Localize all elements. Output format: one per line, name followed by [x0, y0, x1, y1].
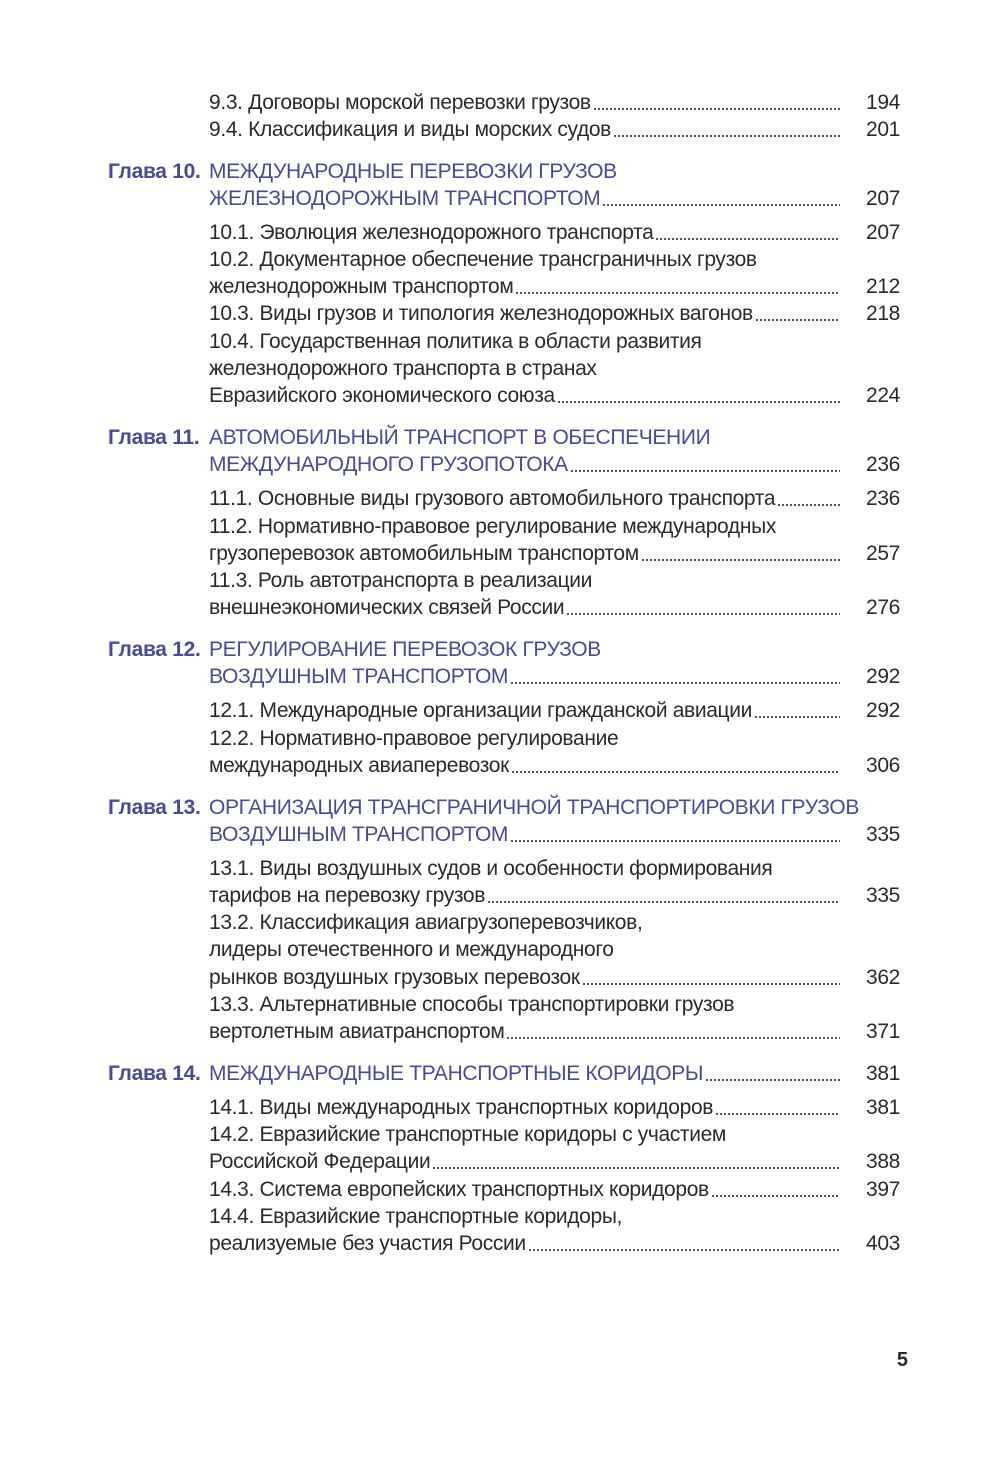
chapter-title-text: АВТОМОБИЛЬНЫЙ ТРАНСПОРТ В ОБЕСПЕЧЕНИИ [209, 426, 711, 449]
toc-entry-title: 9.3. Договоры морской перевозки грузов [209, 91, 591, 114]
toc-entry-title: Евразийского экономического союза [209, 384, 555, 407]
dot-leader [506, 1037, 840, 1039]
toc-entry-title: 10.1. Эволюция железнодорожного транспорта [209, 221, 654, 244]
dot-leader [715, 1113, 840, 1115]
toc-entry-title: 14.1. Виды международных транспортных коридоров [209, 1096, 714, 1119]
toc-entry [209, 909, 900, 936]
toc-entry [209, 594, 900, 621]
toc-entry-title: международных авиаперевозок [209, 754, 509, 777]
toc-entry-title: 9.4. Классификация и виды морских судов [209, 118, 611, 141]
toc-page-number: 207 [866, 187, 900, 210]
toc-entry-title: реализуемые без участия России [209, 1232, 526, 1255]
toc-page-number: 194 [866, 91, 900, 114]
toc-page-number: 306 [866, 754, 900, 777]
toc-entry [209, 936, 900, 963]
dot-leader [515, 292, 840, 294]
toc-entry-title: железнодорожным транспортом [209, 275, 514, 298]
dot-leader [711, 1195, 840, 1197]
dot-leader [613, 135, 840, 137]
toc-entry-title: 12.2. Нормативно-правовое регулирование [209, 727, 619, 750]
dot-leader [557, 401, 840, 403]
toc-entry [209, 855, 900, 882]
dot-leader [487, 901, 840, 903]
toc-entry [209, 89, 900, 116]
dot-leader [511, 771, 840, 773]
chapter-title-text: РЕГУЛИРОВАНИЕ ПЕРЕВОЗОК ГРУЗОВ [209, 638, 601, 661]
toc-entry [209, 273, 900, 300]
toc-page-number: 381 [866, 1096, 900, 1119]
toc-entry [209, 882, 900, 909]
toc-page-number: 201 [866, 118, 900, 141]
toc-entry-title: 13.3. Альтернативные способы транспортировки грузов [209, 993, 735, 1016]
dot-leader [641, 559, 840, 561]
toc-entry-title: 10.3. Виды грузов и типология железнодорожных вагонов [209, 302, 753, 325]
toc-page-number: 371 [866, 1020, 900, 1043]
chapter-title-text: МЕЖДУНАРОДНЫЕ ТРАНСПОРТНЫЕ КОРИДОРЫ [209, 1062, 704, 1085]
toc-entry-title: 14.3. Система европейских транспортных коридоров [209, 1178, 709, 1201]
toc-entry [209, 513, 900, 540]
toc-entry-title: 11.3. Роль автотранспорта в реализации [209, 569, 593, 592]
chapter-label: Глава 14. [108, 1062, 201, 1085]
toc-entry-title: 13.1. Виды воздушных судов и особенности формирования [209, 857, 773, 880]
chapter-title-text: ЖЕЛЕЗНОДОРОЖНЫМ ТРАНСПОРТОМ [209, 187, 601, 210]
toc-entry-title: 10.2. Документарное обеспечение трансграничных грузов [209, 248, 757, 271]
toc-entry [209, 246, 900, 273]
chapter-label: Глава 10. [108, 160, 201, 183]
toc-entry-title: Российской Федерации [209, 1150, 431, 1173]
toc-entry-title: вертолетным авиатранспортом [209, 1020, 505, 1043]
toc-entry-title: 14.4. Евразийские транспортные коридоры, [209, 1205, 623, 1228]
toc-entry [209, 1018, 900, 1045]
chapter-title-continuation [209, 185, 900, 212]
page-number: 5 [896, 1349, 908, 1371]
chapter-label: Глава 11. [108, 426, 200, 449]
toc-page-number: 292 [866, 665, 900, 688]
chapter-title-text: ВОЗДУШНЫМ ТРАНСПОРТОМ [209, 823, 509, 846]
toc-entry [209, 355, 900, 382]
dot-leader [705, 1079, 840, 1081]
toc-entry [209, 964, 900, 991]
chapter-title-text: МЕЖДУНАРОДНЫЕ ПЕРЕВОЗКИ ГРУЗОВ [209, 160, 617, 183]
toc-page-number: 257 [866, 542, 900, 565]
toc-page-number: 397 [866, 1178, 900, 1201]
dot-leader [528, 1249, 840, 1251]
chapter-title-text: ВОЗДУШНЫМ ТРАНСПОРТОМ [209, 665, 509, 688]
toc-page-number: 335 [866, 884, 900, 907]
toc-entry [209, 725, 900, 752]
chapter-label: Глава 13. [108, 796, 201, 819]
dot-leader [570, 470, 840, 472]
dot-leader [777, 504, 840, 506]
toc-page-number: 276 [866, 596, 900, 619]
dot-leader [582, 983, 840, 985]
toc-entry [209, 300, 900, 327]
toc-entry [209, 485, 900, 512]
toc-entry-title: внешнеэкономических связей России [209, 596, 565, 619]
dot-leader [754, 716, 840, 718]
toc-entry-title: лидеры отечественного и международного [209, 938, 614, 961]
toc-page-number: 388 [866, 1150, 900, 1173]
toc-entry-title: 12.1. Международные организации гражданской авиации [209, 699, 752, 722]
chapter-title [209, 794, 900, 821]
toc-entry [209, 382, 900, 409]
toc-page-number: 381 [866, 1062, 900, 1085]
chapter-title [209, 1060, 900, 1087]
toc-entry [209, 697, 900, 724]
dot-leader [432, 1167, 840, 1169]
toc-page-number: 212 [866, 275, 900, 298]
toc-page-number: 218 [866, 302, 900, 325]
toc-entry [209, 991, 900, 1018]
toc-entry-title: железнодорожного транспорта в странах [209, 357, 597, 380]
chapter-title [209, 158, 900, 185]
toc-entry-title: 14.2. Евразийские транспортные коридоры с участием [209, 1123, 726, 1146]
toc-entry [209, 1148, 900, 1175]
chapter-title [209, 424, 900, 451]
dot-leader [566, 613, 840, 615]
toc-entry-title: 11.1. Основные виды грузового автомобильного транспорта [209, 487, 776, 510]
toc-entry [209, 1094, 900, 1121]
toc-entry [209, 540, 900, 567]
toc-entry-title: грузоперевозок автомобильным транспортом [209, 542, 639, 565]
toc-page-number: 403 [866, 1232, 900, 1255]
chapter-title-continuation [209, 663, 900, 690]
toc-entry [209, 1121, 900, 1148]
toc-page-number: 207 [866, 221, 900, 244]
toc-entry-title: 13.2. Классификация авиагрузоперевозчиков, [209, 911, 643, 934]
toc-page-number: 236 [866, 487, 900, 510]
toc-entry [209, 219, 900, 246]
toc-entry-title: тарифов на перевозку грузов [209, 884, 486, 907]
chapter-title [209, 636, 900, 663]
dot-leader [755, 319, 840, 321]
toc-entry-title: 10.4. Государственная политика в области развития [209, 330, 702, 353]
dot-leader [655, 238, 840, 240]
toc-entry [209, 116, 900, 143]
toc-entry [209, 752, 900, 779]
toc-entry-title: рынков воздушных грузовых перевозок [209, 966, 580, 989]
dot-leader [602, 204, 840, 206]
dot-leader [593, 108, 840, 110]
toc-page-number: 335 [866, 823, 900, 846]
toc-entry-title: 11.2. Нормативно-правовое регулирование международных [209, 515, 776, 538]
chapter-title-text: ОРГАНИЗАЦИЯ ТРАНСГРАНИЧНОЙ ТРАНСПОРТИРОВКИ ГРУЗОВ [209, 796, 859, 819]
toc-entry [209, 1230, 900, 1257]
toc-entry [209, 328, 900, 355]
chapter-title-continuation [209, 821, 900, 848]
toc-page-number: 292 [866, 699, 900, 722]
dot-leader [510, 840, 840, 842]
toc-entry [209, 1203, 900, 1230]
chapter-label: Глава 12. [108, 638, 201, 661]
chapter-title-text: МЕЖДУНАРОДНОГО ГРУЗОПОТОКА [209, 453, 568, 476]
toc-entry [209, 567, 900, 594]
toc-entry [209, 1176, 900, 1203]
toc-page-number: 224 [866, 384, 900, 407]
toc-page-number: 236 [866, 453, 900, 476]
chapter-title-continuation [209, 451, 900, 478]
toc-page-number: 362 [866, 966, 900, 989]
dot-leader [510, 682, 840, 684]
